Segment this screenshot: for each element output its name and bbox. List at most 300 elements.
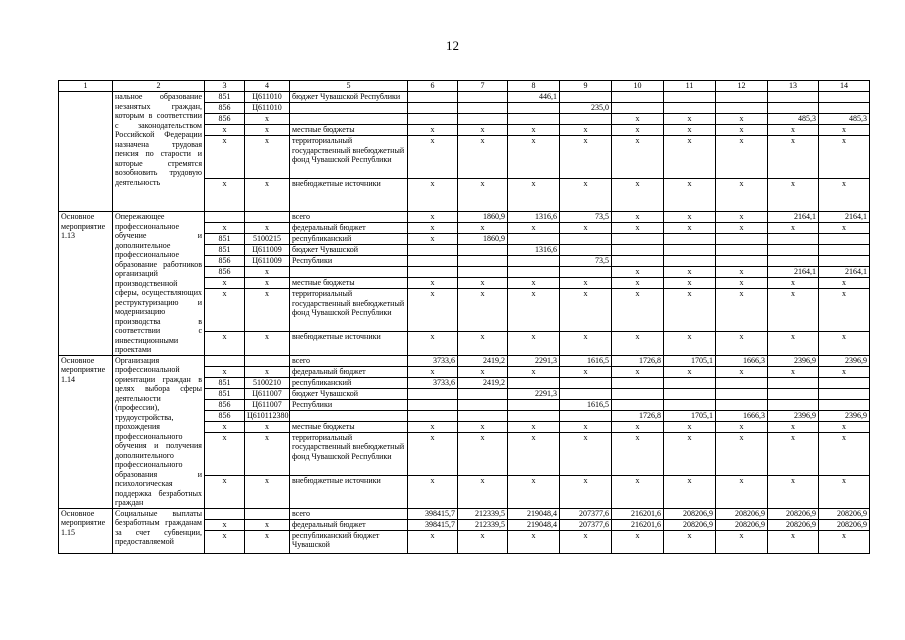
admin-code: х: [205, 289, 245, 332]
amount-cell: х: [819, 179, 870, 212]
admin-code: 856: [205, 399, 245, 410]
amount-cell: [664, 103, 716, 114]
amount-cell: [716, 92, 768, 103]
budget-class-code: Ц610112380: [245, 410, 290, 421]
amount-cell: х: [612, 432, 664, 475]
amount-cell: [768, 103, 819, 114]
amount-cell: [508, 410, 560, 421]
amount-cell: х: [768, 332, 819, 355]
admin-code: х: [205, 136, 245, 179]
amount-cell: 1316,6: [508, 212, 560, 223]
amount-cell: [819, 92, 870, 103]
amount-cell: 398415,7: [408, 508, 458, 519]
amount-cell: х: [560, 421, 612, 432]
amount-cell: х: [560, 332, 612, 355]
amount-cell: [408, 267, 458, 278]
budget-table: [58, 80, 870, 554]
column-header: 5: [290, 81, 408, 92]
amount-cell: х: [408, 432, 458, 475]
amount-cell: [716, 245, 768, 256]
amount-cell: [612, 388, 664, 399]
amount-cell: х: [819, 278, 870, 289]
amount-cell: х: [716, 278, 768, 289]
funding-source: федеральный бюджет: [290, 223, 408, 234]
amount-cell: х: [408, 421, 458, 432]
amount-cell: х: [458, 223, 508, 234]
amount-cell: [560, 377, 612, 388]
amount-cell: х: [508, 223, 560, 234]
admin-code: [205, 355, 245, 366]
funding-source: местные бюджеты: [290, 278, 408, 289]
amount-cell: х: [408, 212, 458, 223]
amount-cell: х: [716, 267, 768, 278]
funding-source: бюджет Чувашской: [290, 245, 408, 256]
amount-cell: х: [408, 366, 458, 377]
amount-cell: х: [458, 475, 508, 508]
amount-cell: х: [560, 289, 612, 332]
budget-class-code: Ц611010: [245, 103, 290, 114]
amount-cell: [560, 234, 612, 245]
budget-class-code: 5100215: [245, 234, 290, 245]
funding-source: внебюджетные источники: [290, 475, 408, 508]
amount-cell: [458, 245, 508, 256]
amount-cell: [819, 377, 870, 388]
table-row: [59, 92, 870, 103]
amount-cell: [560, 92, 612, 103]
admin-code: х: [205, 519, 245, 530]
budget-class-code: х: [245, 530, 290, 553]
amount-cell: [819, 234, 870, 245]
amount-cell: х: [819, 136, 870, 179]
amount-cell: 2164,1: [819, 267, 870, 278]
admin-code: 851: [205, 377, 245, 388]
amount-cell: [508, 267, 560, 278]
funding-source: Республики: [290, 256, 408, 267]
amount-cell: 219048,4: [508, 519, 560, 530]
amount-cell: 1666,3: [716, 410, 768, 421]
amount-cell: [408, 388, 458, 399]
funding-source: местные бюджеты: [290, 125, 408, 136]
budget-class-code: х: [245, 366, 290, 377]
amount-cell: 2396,9: [768, 355, 819, 366]
amount-cell: х: [458, 421, 508, 432]
amount-cell: х: [716, 421, 768, 432]
amount-cell: х: [716, 432, 768, 475]
amount-cell: х: [664, 278, 716, 289]
funding-source: [290, 410, 408, 421]
amount-cell: х: [560, 125, 612, 136]
amount-cell: х: [664, 421, 716, 432]
amount-cell: [768, 245, 819, 256]
amount-cell: 1726,8: [612, 410, 664, 421]
amount-cell: х: [768, 289, 819, 332]
amount-cell: [664, 245, 716, 256]
amount-cell: 1726,8: [612, 355, 664, 366]
amount-cell: [664, 399, 716, 410]
admin-code: х: [205, 530, 245, 553]
amount-cell: х: [508, 179, 560, 212]
funding-source: республиканский: [290, 377, 408, 388]
amount-cell: х: [508, 136, 560, 179]
funding-source: территориальный государственный внебюджетный фонд Чувашской Республики: [290, 432, 408, 475]
amount-cell: х: [664, 179, 716, 212]
amount-cell: х: [408, 125, 458, 136]
budget-class-code: х: [245, 125, 290, 136]
amount-cell: 2164,1: [819, 212, 870, 223]
amount-cell: 1860,9: [458, 212, 508, 223]
amount-cell: х: [612, 289, 664, 332]
amount-cell: х: [560, 366, 612, 377]
amount-cell: [508, 399, 560, 410]
amount-cell: х: [768, 223, 819, 234]
budget-class-code: х: [245, 267, 290, 278]
amount-cell: 2164,1: [768, 267, 819, 278]
amount-cell: [408, 92, 458, 103]
amount-cell: х: [508, 332, 560, 355]
amount-cell: х: [768, 432, 819, 475]
column-header: 1: [59, 81, 113, 92]
amount-cell: х: [612, 366, 664, 377]
admin-code: 851: [205, 92, 245, 103]
budget-class-code: Ц611007: [245, 399, 290, 410]
amount-cell: х: [716, 125, 768, 136]
amount-cell: 235,0: [560, 103, 612, 114]
amount-cell: х: [664, 475, 716, 508]
amount-cell: х: [408, 223, 458, 234]
amount-cell: [408, 256, 458, 267]
column-header: 11: [664, 81, 716, 92]
amount-cell: [819, 388, 870, 399]
amount-cell: х: [768, 530, 819, 553]
amount-cell: 208206,9: [716, 508, 768, 519]
amount-cell: х: [408, 136, 458, 179]
amount-cell: [560, 388, 612, 399]
amount-cell: [612, 399, 664, 410]
funding-source: [290, 103, 408, 114]
budget-class-code: х: [245, 179, 290, 212]
amount-cell: х: [408, 278, 458, 289]
column-header: 9: [560, 81, 612, 92]
amount-cell: х: [716, 289, 768, 332]
amount-cell: 1616,5: [560, 355, 612, 366]
amount-cell: 219048,4: [508, 508, 560, 519]
amount-cell: х: [664, 267, 716, 278]
amount-cell: [408, 245, 458, 256]
amount-cell: х: [560, 278, 612, 289]
amount-cell: х: [612, 223, 664, 234]
funding-source: [290, 267, 408, 278]
column-header-row: [59, 81, 870, 92]
budget-class-code: [245, 355, 290, 366]
budget-class-code: [245, 508, 290, 519]
amount-cell: х: [612, 267, 664, 278]
amount-cell: [458, 256, 508, 267]
budget-class-code: х: [245, 289, 290, 332]
amount-cell: х: [819, 125, 870, 136]
amount-cell: [458, 267, 508, 278]
amount-cell: х: [768, 475, 819, 508]
column-header: 3: [205, 81, 245, 92]
amount-cell: 216201,6: [612, 508, 664, 519]
amount-cell: [612, 92, 664, 103]
amount-cell: 73,5: [560, 212, 612, 223]
budget-class-code: х: [245, 136, 290, 179]
column-header: 4: [245, 81, 290, 92]
amount-cell: 2291,3: [508, 355, 560, 366]
budget-class-code: 5100210: [245, 377, 290, 388]
amount-cell: х: [458, 278, 508, 289]
amount-cell: 208206,9: [664, 508, 716, 519]
amount-cell: х: [664, 366, 716, 377]
amount-cell: [768, 399, 819, 410]
activity-code: Основное мероприятие 1.14: [59, 355, 113, 508]
amount-cell: х: [716, 114, 768, 125]
activity-description: Опережающее профессиональное обучение и дополнительное профессиональное образование работников организаций производственной сферы, осуществляющих реструктуризацию и модернизацию производства в соответствии с инвестиционными проектами: [113, 212, 205, 356]
amount-cell: 398415,7: [408, 519, 458, 530]
amount-cell: х: [458, 136, 508, 179]
amount-cell: х: [768, 136, 819, 179]
amount-cell: х: [716, 332, 768, 355]
amount-cell: 208206,9: [768, 508, 819, 519]
budget-class-code: х: [245, 278, 290, 289]
amount-cell: х: [664, 332, 716, 355]
amount-cell: х: [716, 179, 768, 212]
admin-code: х: [205, 278, 245, 289]
amount-cell: х: [458, 332, 508, 355]
amount-cell: [408, 114, 458, 125]
budget-class-code: х: [245, 475, 290, 508]
amount-cell: 1705,1: [664, 355, 716, 366]
admin-code: 856: [205, 256, 245, 267]
budget-class-code: х: [245, 421, 290, 432]
amount-cell: 208206,9: [819, 519, 870, 530]
amount-cell: х: [768, 179, 819, 212]
admin-code: х: [205, 366, 245, 377]
funding-source: всего: [290, 355, 408, 366]
funding-source: местные бюджеты: [290, 421, 408, 432]
amount-cell: х: [508, 421, 560, 432]
amount-cell: 207377,6: [560, 508, 612, 519]
activity-code: [59, 92, 113, 212]
amount-cell: х: [560, 179, 612, 212]
amount-cell: х: [408, 289, 458, 332]
amount-cell: х: [716, 136, 768, 179]
admin-code: 856: [205, 410, 245, 421]
amount-cell: [458, 410, 508, 421]
column-header: 14: [819, 81, 870, 92]
funding-source: внебюджетные источники: [290, 179, 408, 212]
amount-cell: [458, 114, 508, 125]
amount-cell: 1316,6: [508, 245, 560, 256]
amount-cell: [819, 245, 870, 256]
amount-cell: [664, 256, 716, 267]
funding-source: бюджет Чувашской: [290, 388, 408, 399]
amount-cell: х: [819, 530, 870, 553]
funding-source: республиканский: [290, 234, 408, 245]
amount-cell: 1616,5: [560, 399, 612, 410]
admin-code: 851: [205, 245, 245, 256]
amount-cell: х: [664, 125, 716, 136]
budget-class-code: х: [245, 432, 290, 475]
amount-cell: [458, 388, 508, 399]
budget-class-code: Ц611010: [245, 92, 290, 103]
amount-cell: х: [716, 223, 768, 234]
amount-cell: х: [612, 475, 664, 508]
amount-cell: 208206,9: [664, 519, 716, 530]
column-header: 6: [408, 81, 458, 92]
amount-cell: [716, 103, 768, 114]
amount-cell: [612, 256, 664, 267]
amount-cell: [560, 410, 612, 421]
amount-cell: х: [612, 332, 664, 355]
amount-cell: х: [612, 212, 664, 223]
amount-cell: [716, 256, 768, 267]
amount-cell: х: [508, 366, 560, 377]
amount-cell: 2396,9: [819, 355, 870, 366]
amount-cell: [560, 267, 612, 278]
amount-cell: х: [612, 136, 664, 179]
amount-cell: 208206,9: [768, 519, 819, 530]
amount-cell: х: [819, 289, 870, 332]
amount-cell: [768, 388, 819, 399]
admin-code: х: [205, 432, 245, 475]
amount-cell: х: [819, 421, 870, 432]
amount-cell: х: [716, 475, 768, 508]
amount-cell: х: [819, 432, 870, 475]
amount-cell: х: [458, 289, 508, 332]
amount-cell: х: [716, 530, 768, 553]
amount-cell: х: [408, 332, 458, 355]
amount-cell: 446,1: [508, 92, 560, 103]
amount-cell: х: [408, 179, 458, 212]
table-row: [59, 212, 870, 223]
amount-cell: х: [508, 125, 560, 136]
amount-cell: х: [664, 136, 716, 179]
amount-cell: 212339,5: [458, 508, 508, 519]
amount-cell: [508, 377, 560, 388]
amount-cell: [768, 234, 819, 245]
amount-cell: х: [612, 530, 664, 553]
amount-cell: х: [508, 475, 560, 508]
amount-cell: 73,5: [560, 256, 612, 267]
amount-cell: х: [664, 223, 716, 234]
amount-cell: х: [768, 421, 819, 432]
amount-cell: [716, 234, 768, 245]
amount-cell: 2291,3: [508, 388, 560, 399]
amount-cell: 3733,6: [408, 355, 458, 366]
activity-description: Организация профессиональной ориентации граждан в целях выбора сферы деятельности (профессии), трудоустройства, прохождения профессионального обучения и получения дополнительного профессионального образования и психологическая поддержка безработных граждан: [113, 355, 205, 508]
amount-cell: 216201,6: [612, 519, 664, 530]
admin-code: х: [205, 332, 245, 355]
activity-code: Основное мероприятие 1.15: [59, 508, 113, 553]
amount-cell: х: [508, 289, 560, 332]
admin-code: х: [205, 179, 245, 212]
amount-cell: х: [664, 289, 716, 332]
budget-class-code: х: [245, 223, 290, 234]
amount-cell: х: [458, 530, 508, 553]
amount-cell: х: [819, 223, 870, 234]
amount-cell: х: [458, 432, 508, 475]
budget-class-code: Ц611009: [245, 256, 290, 267]
admin-code: х: [205, 421, 245, 432]
page-number: 12: [446, 38, 459, 53]
budget-class-code: Ц611009: [245, 245, 290, 256]
amount-cell: х: [819, 475, 870, 508]
amount-cell: х: [768, 366, 819, 377]
amount-cell: [819, 256, 870, 267]
amount-cell: х: [560, 432, 612, 475]
amount-cell: [458, 399, 508, 410]
amount-cell: [716, 399, 768, 410]
amount-cell: [612, 234, 664, 245]
budget-class-code: [245, 212, 290, 223]
amount-cell: [408, 410, 458, 421]
amount-cell: х: [458, 125, 508, 136]
column-header: 12: [716, 81, 768, 92]
admin-code: х: [205, 125, 245, 136]
amount-cell: [664, 388, 716, 399]
amount-cell: [612, 103, 664, 114]
amount-cell: х: [612, 278, 664, 289]
amount-cell: [458, 92, 508, 103]
activity-code: Основное мероприятие 1.13: [59, 212, 113, 356]
funding-source: федеральный бюджет: [290, 519, 408, 530]
amount-cell: 2396,9: [819, 410, 870, 421]
amount-cell: х: [612, 179, 664, 212]
amount-cell: 485,3: [768, 114, 819, 125]
amount-cell: [768, 92, 819, 103]
amount-cell: х: [612, 114, 664, 125]
amount-cell: 1666,3: [716, 355, 768, 366]
amount-cell: 2396,9: [768, 410, 819, 421]
admin-code: х: [205, 223, 245, 234]
amount-cell: х: [819, 332, 870, 355]
amount-cell: х: [560, 475, 612, 508]
funding-source: территориальный государственный внебюджетный фонд Чувашской Республики: [290, 289, 408, 332]
admin-code: 851: [205, 388, 245, 399]
amount-cell: [560, 245, 612, 256]
amount-cell: 208206,9: [819, 508, 870, 519]
amount-cell: [508, 234, 560, 245]
table-row: [59, 355, 870, 366]
amount-cell: [612, 377, 664, 388]
amount-cell: х: [612, 421, 664, 432]
amount-cell: х: [458, 179, 508, 212]
amount-cell: х: [508, 432, 560, 475]
admin-code: [205, 508, 245, 519]
amount-cell: [716, 388, 768, 399]
amount-cell: х: [560, 136, 612, 179]
amount-cell: 2419,2: [458, 377, 508, 388]
amount-cell: 208206,9: [716, 519, 768, 530]
amount-cell: [508, 103, 560, 114]
amount-cell: [508, 114, 560, 125]
amount-cell: [408, 103, 458, 114]
amount-cell: [664, 377, 716, 388]
amount-cell: [664, 92, 716, 103]
amount-cell: х: [819, 366, 870, 377]
amount-cell: х: [560, 530, 612, 553]
amount-cell: х: [458, 366, 508, 377]
amount-cell: [612, 245, 664, 256]
amount-cell: [408, 399, 458, 410]
funding-source: Республики: [290, 399, 408, 410]
column-header: 2: [113, 81, 205, 92]
amount-cell: [664, 234, 716, 245]
admin-code: 851: [205, 234, 245, 245]
amount-cell: 3733,6: [408, 377, 458, 388]
admin-code: [205, 212, 245, 223]
